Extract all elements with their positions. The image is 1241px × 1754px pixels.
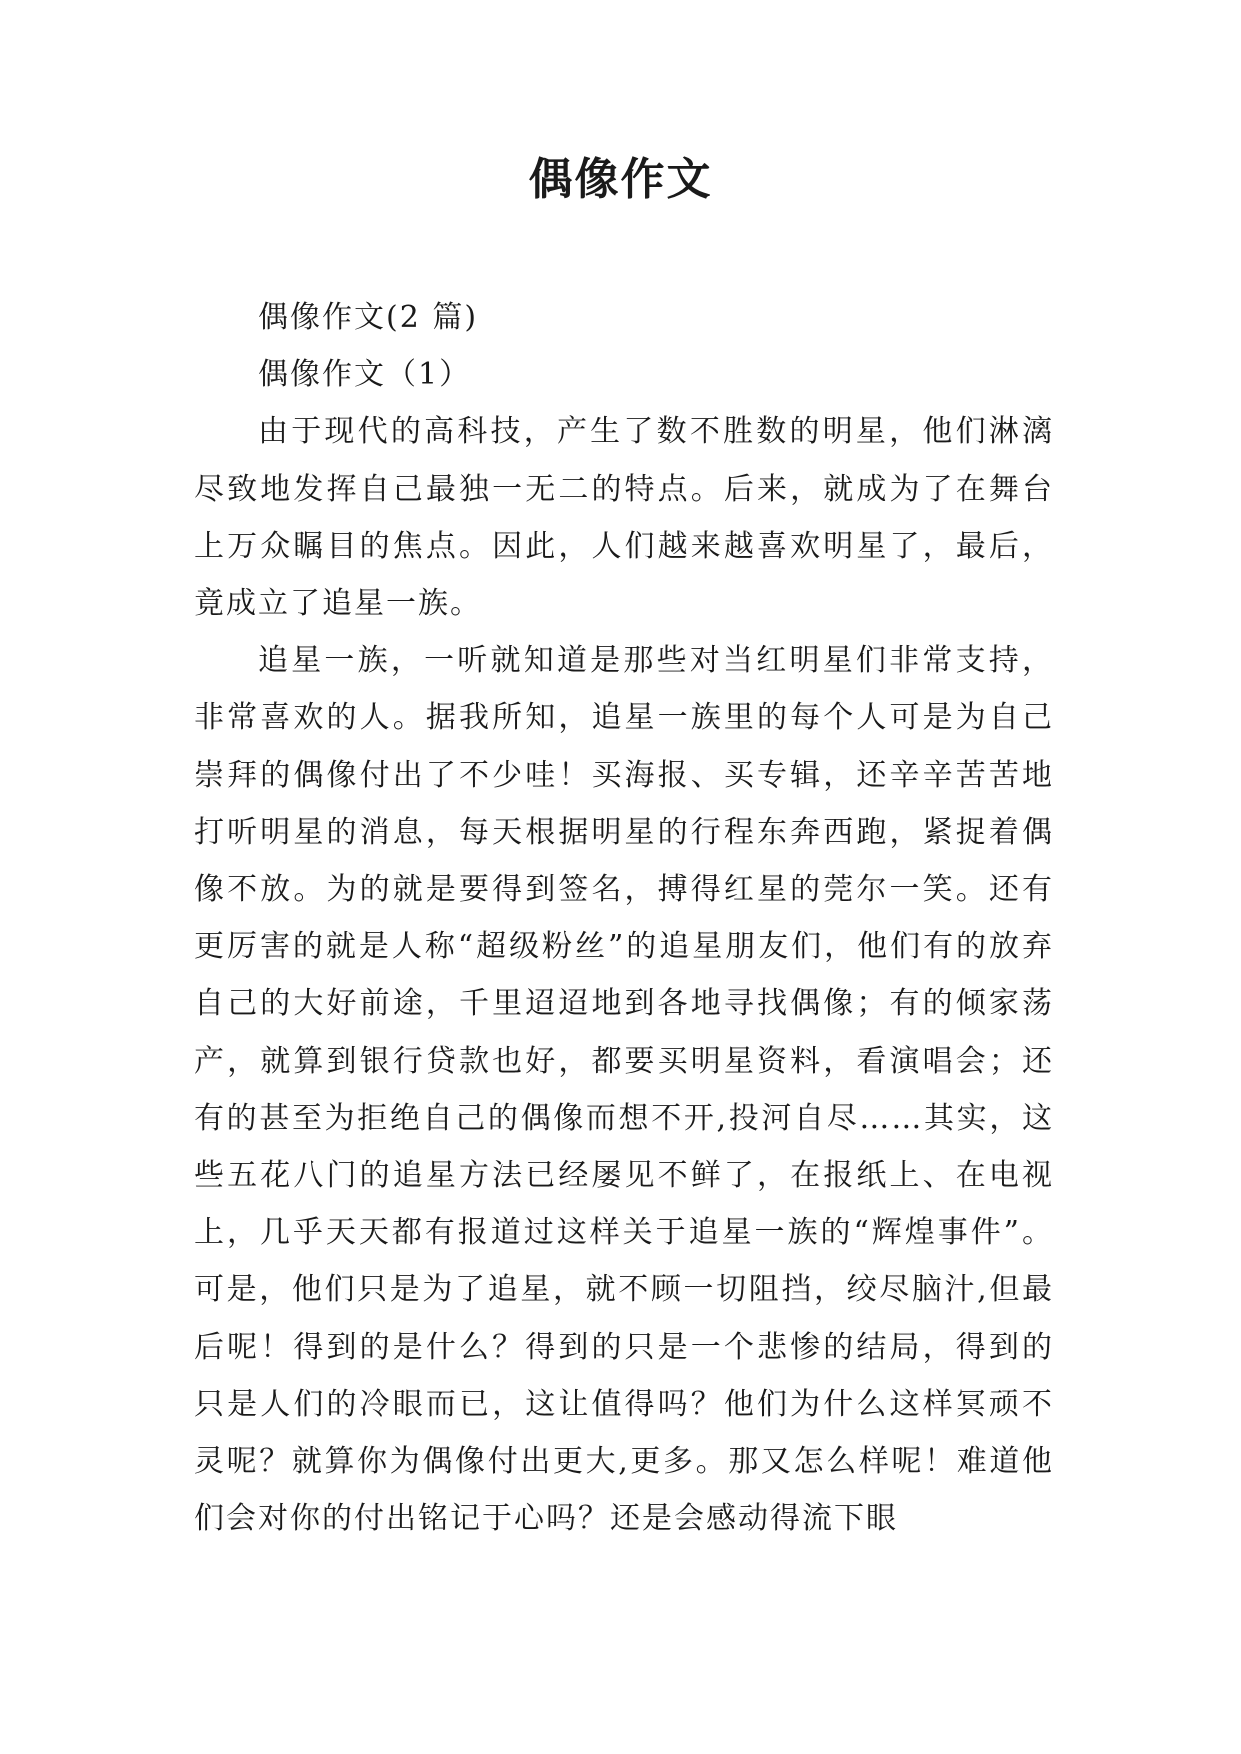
document-body [194, 289, 1054, 1547]
document-title: 偶像作文 [528, 154, 713, 205]
body-paragraph-1: 由于现代的高科技，产生了数不胜数的明星，他们淋漓尽致地发挥自己最独一无二的特点。后来，就成为了在舞台上万众瞩目的焦点。因此，人们越来越喜欢明星了，最后，竟成立了追星一族。 [194, 414, 1054, 622]
body-paragraph-2: 追星一族，一听就知道是那些对当红明星们非常支持，非常喜欢的人。据我所知，追星一族里的每个人可是为自己崇拜的偶像付出了不少哇！买海报、买专辑，还辛辛苦苦地打听明星的消息，每天根据明星的行程东奔西跑，紧捉着偶像不放。为的就是要得到签名，搏得红星的莞尔一笑。还有更厉害的就是人称“超级粉丝”的追星朋友们，他们有的放弃自己的大好前途，千里迢迢地到各地寻找偶像；有的倾家荡产，就算到银行贷款也好，都要买明星资料，看演唱会；还有的甚至为拒绝自己的偶像而想不开,投河自尽……其实，这些五花八门的追星方法已经屡见不鲜了，在报纸上、在电视上，几乎天天都有报道过这样关于追星一族的“辉煌事件”。可是，他们只是为了追星，就不顾一切阻挡，绞尽脑汁,但最后呢！得到的是什么？得到的只是一个悲惨的结局，得到的只是人们的冷眼而已，这让值得吗？他们为什么这样冥顽不灵呢？就算你为偶像付出更大,更多。那又怎么样呢！难道他们会对你的付出铭记于心吗？还是会感动得流下眼 [194, 643, 1054, 1537]
section-heading: 偶像作文（1） [258, 357, 472, 393]
essay-subtitle: 偶像作文(2 篇) [258, 300, 479, 335]
